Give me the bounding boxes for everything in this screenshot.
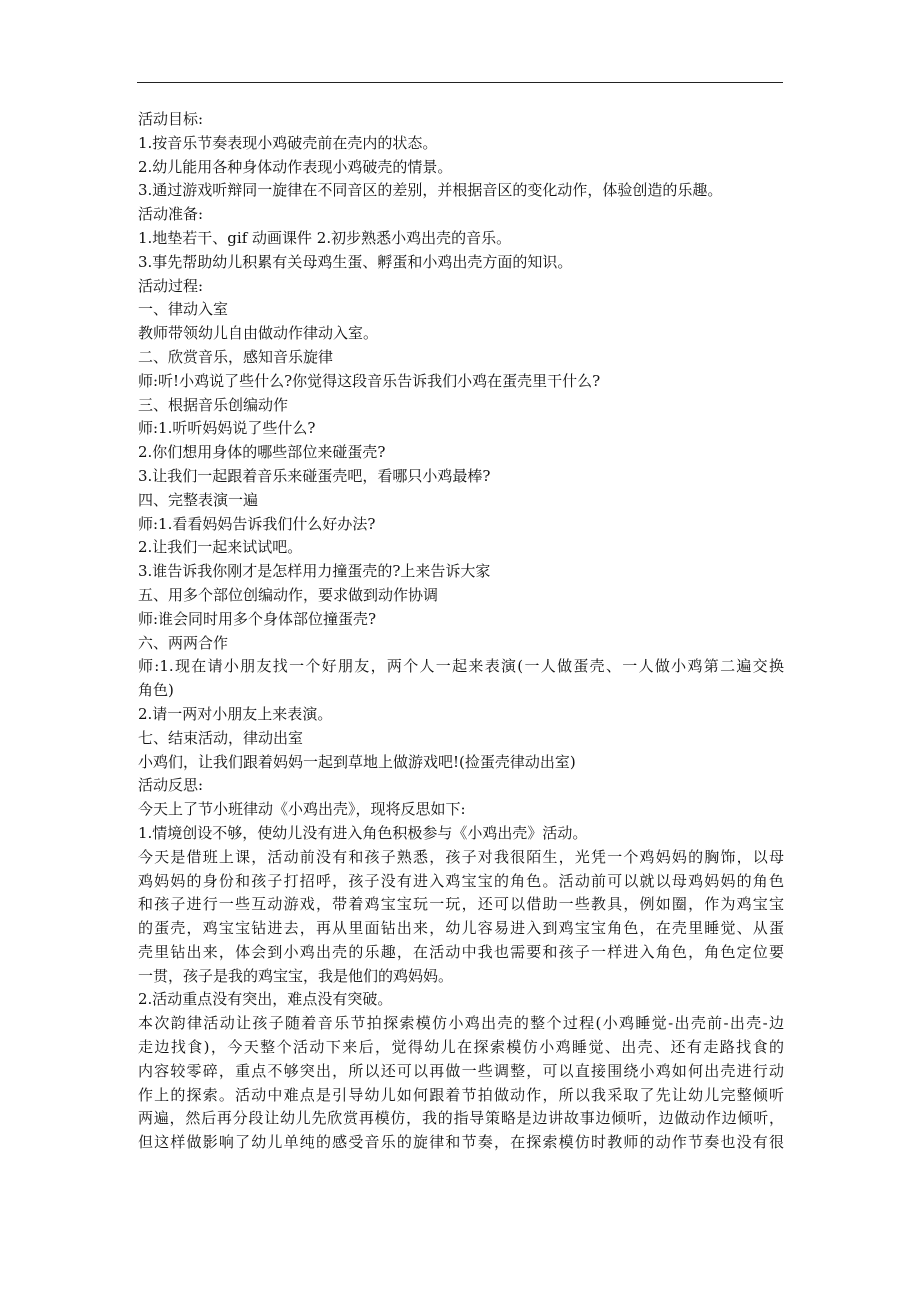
step-5-text: 师:谁会同时用多个身体部位撞蛋壳? <box>138 609 377 628</box>
goal-item-2: 2.幼儿能用各种身体动作表现小鸡破壳的情景。 <box>138 157 453 176</box>
step-4-text-1: 师:1.看看妈妈告诉我们什么好办法? <box>138 514 376 533</box>
reflection-intro: 今天上了节小班律动《小鸡出壳》，现将反思如下: <box>138 800 466 819</box>
reflection-paragraph-1-line: 今天是借班上课，活动前没有和孩子熟悉，孩子对我很陌生，光凭一个鸡妈妈的胸饰，以母 <box>138 847 784 866</box>
step-4-text-2: 2.让我们一起来试试吧。 <box>138 538 303 557</box>
reflection-paragraph-2-line: 走边找食)，今天整个活动下来后，觉得幼儿在探索模仿小鸡睡觉、出壳、还有走路找食的 <box>138 1038 784 1057</box>
step-4-text-3: 3.谁告诉我你刚才是怎样用力撞蛋壳的?上来告诉大家 <box>138 562 491 581</box>
step-6-text-1: 师:1.现在请小朋友找一个好朋友，两个人一起来表演(一人做蛋壳、一人做小鸡第二遍交换 <box>138 657 784 676</box>
step-1-heading: 一、律动入室 <box>138 300 229 319</box>
step-7-text: 小鸡们，让我们跟着妈妈一起到草地上做游戏吧!(捡蛋壳律动出室) <box>138 752 576 771</box>
step-6-text-1-cont: 角色) <box>138 681 174 700</box>
step-3-text-2: 2.你们想用身体的哪些部位来碰蛋壳? <box>138 443 386 462</box>
step-3-text-1: 师:1.听听妈妈说了些什么? <box>138 419 316 438</box>
reflection-point-1: 1.情境创设不够，使幼儿没有进入角色积极参与《小鸡出壳》活动。 <box>138 823 588 842</box>
step-4-heading: 四、完整表演一遍 <box>138 490 259 509</box>
step-3-text-3: 3.让我们一起跟着音乐来碰蛋壳吧，看哪只小鸡最棒? <box>138 466 491 485</box>
reflection-paragraph-2-line: 本次韵律活动让孩子随着音乐节拍探索模仿小鸡出壳的整个过程(小鸡睡觉-出壳前-出壳-边 <box>138 1014 784 1033</box>
preparation-item-1-2: 1.地垫若干、gif 动画课件 2.初步熟悉小鸡出壳的音乐。 <box>138 228 512 247</box>
section-heading-reflection: 活动反思: <box>138 776 204 795</box>
preparation-item-3: 3.事先帮助幼儿积累有关母鸡生蛋、孵蛋和小鸡出壳方面的知识。 <box>138 252 573 271</box>
goal-item-3: 3.通过游戏听辩同一旋律在不同音区的差别，并根据音区的变化动作，体验创造的乐趣。 <box>138 181 723 200</box>
step-2-text: 师:听!小鸡说了些什么?你觉得这段音乐告诉我们小鸡在蛋壳里干什么? <box>138 371 601 390</box>
reflection-paragraph-2-line: 作上的探索。活动中难点是引导幼儿如何跟着节拍做动作，所以我采取了先让幼儿完整倾听 <box>138 1085 784 1104</box>
reflection-paragraph-1-line: 和孩子进行一些互动游戏，带着鸡宝宝玩一玩，还可以借助一些教具，例如圈，作为鸡宝宝 <box>138 895 784 914</box>
step-7-heading: 七、结束活动，律动出室 <box>138 728 304 747</box>
section-heading-preparation: 活动准备: <box>138 205 204 224</box>
reflection-paragraph-1-line: 的蛋壳，鸡宝宝钻进去，再从里面钻出来，幼儿容易进入到鸡宝宝角色，在壳里睡觉、从蛋 <box>138 919 784 938</box>
reflection-paragraph-2-line: 但这样做影响了幼儿单纯的感受音乐的旋律和节奏，在探索模仿时教师的动作节奏也没有很 <box>138 1133 784 1152</box>
step-5-heading: 五、用多个部位创编动作，要求做到动作协调 <box>138 585 439 604</box>
goal-item-1: 1.按音乐节奏表现小鸡破壳前在壳内的状态。 <box>138 133 438 152</box>
reflection-paragraph-1-line: 壳里钻出来，体会到小鸡出壳的乐趣，在活动中我也需要和孩子一样进入角色，角色定位要 <box>138 942 784 961</box>
reflection-paragraph-2-line: 两遍，然后再分段让幼儿先欣赏再模仿，我的指导策略是边讲故事边倾听，边做动作边倾听， <box>138 1109 784 1128</box>
step-6-text-2: 2.请一两对小朋友上来表演。 <box>138 704 333 723</box>
step-1-text: 教师带领幼儿自由做动作律动入室。 <box>138 324 379 343</box>
reflection-point-2: 2.活动重点没有突出，难点没有突破。 <box>138 990 393 1009</box>
section-heading-process: 活动过程: <box>138 276 204 295</box>
reflection-paragraph-2-line: 内容较零碎，重点不够突出，所以还可以再做一些调整，可以直接围绕小鸡如何出壳进行动 <box>138 1061 784 1080</box>
reflection-paragraph-1-line: 鸡妈妈的身份和孩子打招呼，孩子没有进入鸡宝宝的角色。活动前可以就以母鸡妈妈的角色 <box>138 871 784 890</box>
step-2-heading: 二、欣赏音乐，感知音乐旋律 <box>138 347 334 366</box>
document-body <box>138 108 784 1155</box>
step-3-heading: 三、根据音乐创编动作 <box>138 395 289 414</box>
reflection-paragraph-1-line: 一贯，孩子是我的鸡宝宝，我是他们的鸡妈妈。 <box>138 966 454 985</box>
header-rule <box>137 82 783 83</box>
step-6-heading: 六、两两合作 <box>138 633 229 652</box>
section-heading-goals: 活动目标: <box>138 110 204 128</box>
